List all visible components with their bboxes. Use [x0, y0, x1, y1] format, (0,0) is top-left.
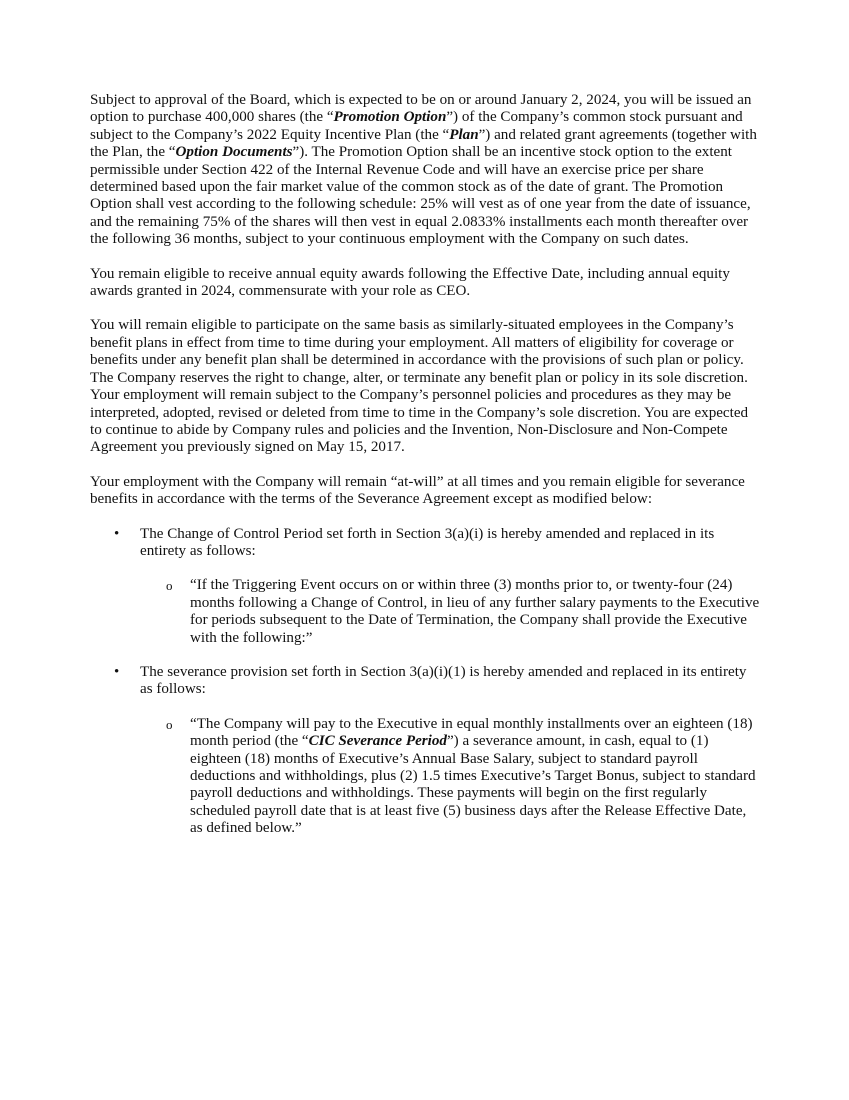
text-run: ”). The Promotion Option shall be an incentive stock option to the extent permissible under Section 422 of the Internal Revenue Code and will have an exercise price per share determined based upon the fair market value of the common stock as of the date of grant. The Promotion Option shall vest according to the following schedule: 25% will vest as of one year from the date of issuance, and the remaining 75% of the shares will then vest in equal 2.0833% installments each month thereafter over the following 36 months, subject to your continuous employment with the Company on such dates. [90, 144, 751, 248]
sub-list-item [140, 716, 760, 838]
sub-list-item-text [190, 716, 756, 836]
defined-term-plan: Plan [449, 126, 479, 143]
bullet-icon: • [114, 525, 120, 542]
text-run: ”) and related grant agreements (together with the Plan, the “ [90, 126, 757, 161]
text-run: ”) of the Company’s common stock pursuant and subject to the Company’s 2022 Equity Incentive Plan (the “ [90, 109, 743, 143]
list-item [90, 526, 760, 647]
defined-term-option-documents: Option Documents [175, 144, 293, 161]
list-item-text: The severance provision set forth in Section 3(a)(i)(1) is hereby amended and replaced in its entirety as follows: [140, 663, 747, 698]
list-item-text: The Change of Control Period set forth in Section 3(a)(i) is hereby amended and replaced in its entirety as follows: [140, 525, 715, 559]
list-item [90, 664, 760, 838]
document-body [90, 92, 760, 855]
defined-term-cic-severance-period: CIC Severance Period [308, 733, 447, 750]
paragraph-at-will: Your employment with the Company will remain “at-will” at all times and you remain eligible for severance benefits in accordance with the terms of the Severance Agreement except as modified below: [90, 473, 745, 508]
bullet-icon: • [114, 663, 120, 680]
paragraph-equity-awards: You remain eligible to receive annual equity awards following the Effective Date, including annual equity awards granted in 2024, commensurate with your role as CEO. [90, 265, 730, 300]
circle-bullet-icon: o [166, 578, 173, 594]
circle-bullet-icon: o [166, 716, 173, 732]
defined-term-promotion-option: Promotion Option [333, 109, 447, 126]
text-run: “The Company will pay to the Executive in equal monthly installments over an eighteen (18) month period (the “ [190, 715, 753, 750]
paragraph-promotion-option [90, 92, 760, 249]
sub-list-item-text: “If the Triggering Event occurs on or within three (3) months prior to, or twenty-four (24) months following a Change of Control, in lieu of any further salary payments to the Executive for periods subsequent to the Date of Termination, the Company shall provide the Executive with the following:” [190, 577, 760, 646]
text-run: Subject to approval of the Board, which is expected to be on or around January 2, 2024, you will be issued an option to purchase 400,000 shares (the “ [90, 92, 752, 126]
sub-list-item [140, 577, 760, 647]
amendment-list [90, 526, 760, 838]
paragraph-benefits: You will remain eligible to participate on the same basis as similarly-situated employees in the Company’s benefit plans in effect from time to time during your employment. All matters of eligibility for coverage or benefits under any benefit plan shall be determined in accordance with the provisions of such plan or policy. The Company reserves the right to change, alter, or terminate any benefit plan or policy in its sole discretion. Your employment will remain subject to the Company’s personnel policies and procedures as they may be interpreted, adopted, revised or deleted from time to time in the Company’s sole discretion. You are expected to continue to abide by Company rules and policies and the Invention, Non-Disclosure and Non-Compete Agreement you previously signed on May 15, 2017. [90, 317, 749, 456]
text-run: ”) a severance amount, in cash, equal to (1) eighteen (18) months of Executive’s Annual Base Salary, subject to standard payroll deductions and withholdings, plus (2) 1.5 times Executive’s Target Bonus, subject to standard payroll deductions and withholdings. These payments will begin on the first regularly scheduled payroll date that is at least five (5) business days after the Release Effective Date, as defined below.” [190, 733, 756, 837]
